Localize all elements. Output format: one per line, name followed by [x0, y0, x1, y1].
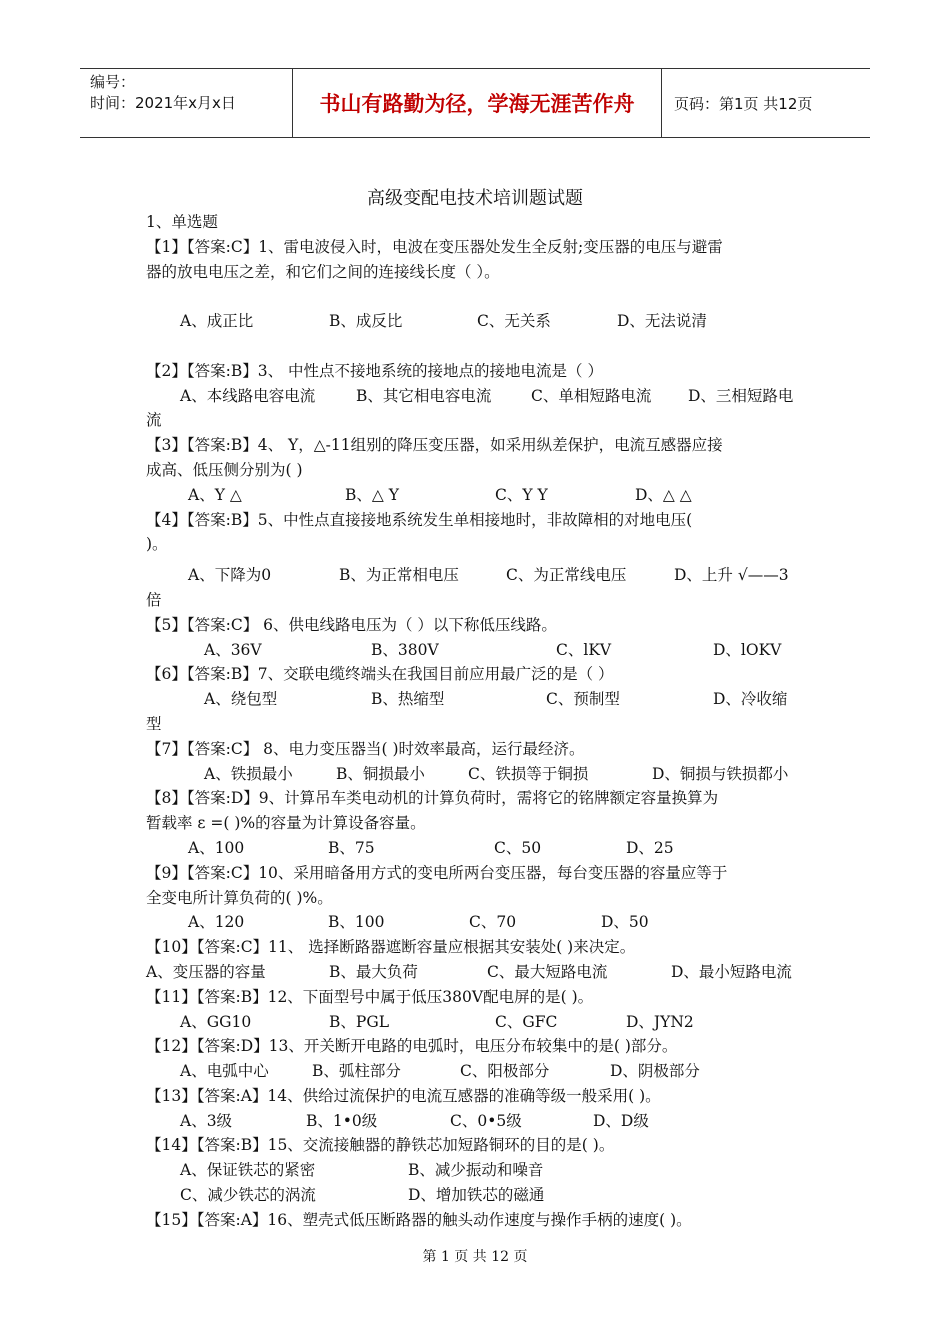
- question-list: [146, 210, 811, 1233]
- question-11-options: [146, 1010, 811, 1035]
- option-a: A、GG10: [180, 1012, 252, 1031]
- question-10-options: [146, 960, 811, 985]
- question-1-text: 【1】【答案:C】1、雷电波侵入时，电波在变压器处发生全反射;变压器的电压与避雷: [146, 237, 723, 256]
- question-14-text: 【14】【答案:B】15、交流接触器的静铁芯加短路铜环的目的是( )。: [146, 1136, 615, 1155]
- document-header: [80, 68, 870, 138]
- option-b: B、PGL: [329, 1012, 389, 1031]
- option-d: D、无法说清: [617, 312, 707, 331]
- option-d: D、阴极部分: [610, 1062, 700, 1081]
- date-label: 时间：2021年x月x日: [90, 94, 236, 112]
- page-title: 高级变配电技术培训题试题: [367, 188, 583, 209]
- option-c: C、单相短路电流: [531, 386, 652, 405]
- option-d: D、最小短路电流: [671, 962, 792, 981]
- question-12-text: 【12】【答案:D】13、开关断开电路的电弧时，电压分布较集中的是( )部分。: [146, 1037, 678, 1056]
- option-b: B、75: [328, 838, 375, 857]
- option-d: D、△ △: [635, 485, 692, 504]
- question-10-text: 【10】【答案:C】11、 选择断路器遮断容量应根据其安装处( )来决定。: [146, 938, 636, 957]
- question-14-options-row2: [146, 1183, 811, 1208]
- header-meta: [80, 69, 293, 137]
- question-8-text-cont: 暂载率 ε =( )%的容量为计算设备容量。: [146, 814, 426, 833]
- option-b: B、最大负荷: [329, 962, 418, 981]
- option-c: C、Y Y: [495, 485, 548, 504]
- option-d: D、铜损与铁损都小: [652, 764, 789, 783]
- question-9-options: [146, 910, 811, 935]
- option-a: A、电弧中心: [180, 1062, 269, 1081]
- option-b: B、减少振动和噪音: [408, 1161, 544, 1180]
- question-7-text: 【7】【答案:C】 8、电力变压器当( )时效率最高，运行最经济。: [146, 739, 585, 758]
- option-a: A、下降为0: [188, 566, 272, 585]
- option-c: C、无关系: [477, 312, 551, 331]
- option-c: C、为正常线电压: [506, 566, 627, 585]
- option-c: C、减少铁芯的涡流: [180, 1186, 316, 1205]
- question-8-options: [146, 836, 811, 861]
- option-c: C、0•5级: [450, 1111, 522, 1130]
- question-15-text: 【15】【答案:A】16、塑壳式低压断路器的触头动作速度与操作手柄的速度( )。: [146, 1210, 692, 1229]
- question-6-text: 【6】【答案:B】7、交联电缆终端头在我国目前应用最广泛的是（ ）: [146, 665, 614, 684]
- option-d: D、lOKV: [713, 640, 782, 659]
- question-12-options: [146, 1059, 811, 1084]
- question-9-text: 【9】【答案:C】10、采用暗备用方式的变电所两台变压器，每台变压器的容量应等于: [146, 863, 728, 882]
- page-footer: 第 1 页 共 12 页: [422, 1249, 528, 1265]
- option-a: A、120: [188, 913, 245, 932]
- question-1-options: [146, 309, 811, 334]
- option-b: B、成反比: [329, 312, 403, 331]
- question-11-text: 【11】【答案:B】12、下面型号中属于低压380V配电屏的是( )。: [146, 987, 594, 1006]
- question-8-text: 【8】【答案:D】9、计算吊车类电动机的计算负荷时，需将它的铭牌额定容量换算为: [146, 789, 719, 808]
- option-b: B、1•0级: [306, 1111, 378, 1130]
- question-14-options-row1: [146, 1158, 811, 1183]
- question-5-text: 【5】【答案:C】 6、供电线路电压为（ ）以下称低压线路。: [146, 615, 557, 634]
- question-1-text-cont: 器的放电电压之差，和它们之间的连接线长度（ ）。: [146, 262, 500, 281]
- option-c: C、铁损等于铜损: [468, 764, 589, 783]
- question-7-options: [146, 762, 811, 787]
- option-a: A、100: [188, 838, 245, 857]
- option-c: C、lKV: [556, 640, 612, 659]
- option-c: C、50: [494, 838, 542, 857]
- option-c: C、预制型: [546, 690, 620, 709]
- option-a: A、保证铁芯的紧密: [180, 1161, 316, 1180]
- option-d: D、冷收缩: [713, 690, 788, 709]
- option-b: B、铜损最小: [336, 764, 425, 783]
- question-5-options: [146, 638, 811, 663]
- option-a: A、Y △: [188, 485, 242, 504]
- question-13-text: 【13】【答案:A】14、供给过流保护的电流互感器的准确等级一般采用( )。: [146, 1086, 661, 1105]
- header-motto: 书山有路勤为径，学海无涯苦作舟: [293, 69, 662, 137]
- option-d: D、D级: [593, 1111, 649, 1130]
- question-3-text: 【3】【答案:B】4、 Y，△-11组别的降压变压器，如采用纵差保护，电流互感器应接: [146, 436, 723, 455]
- option-b: B、弧柱部分: [312, 1062, 401, 1081]
- option-c: C、阳极部分: [460, 1062, 550, 1081]
- option-c: C、GFC: [495, 1012, 558, 1031]
- option-a: A、变压器的容量: [146, 962, 266, 981]
- option-d: D、三相短路电: [688, 386, 794, 405]
- question-2-text: 【2】【答案:B】3、 中性点不接地系统的接地点的接地电流是（ ）: [146, 361, 603, 380]
- number-label: 编号：: [90, 73, 136, 91]
- option-c: C、70: [469, 913, 517, 932]
- question-4-options: [146, 563, 811, 588]
- option-d: D、上升 √——3: [674, 566, 789, 585]
- option-a: A、本线路电容电流: [180, 386, 316, 405]
- question-3-options: [146, 483, 811, 508]
- option-b: B、热缩型: [371, 690, 445, 709]
- option-b: B、380V: [371, 640, 439, 659]
- question-3-text-cont: 成高、低压侧分别为( ): [146, 460, 303, 479]
- option-b: B、100: [328, 913, 385, 932]
- question-4-text-cont: )。: [146, 535, 168, 554]
- option-d: D、增加铁芯的磁通: [408, 1186, 545, 1205]
- question-4-text: 【4】【答案:B】5、中性点直接接地系统发生单相接地时，非故障相的对地电压(: [146, 510, 693, 529]
- option-a: A、36V: [204, 640, 262, 659]
- question-13-options: [146, 1109, 811, 1134]
- question-6-options-cont: 型: [146, 714, 162, 733]
- option-a: A、3级: [180, 1111, 233, 1130]
- option-c: C、最大短路电流: [487, 962, 608, 981]
- option-a: A、绕包型: [204, 690, 278, 709]
- header-page-info: 页码：第1页 共12页: [674, 94, 813, 113]
- question-4-options-cont: 倍: [146, 590, 162, 609]
- question-2-options-cont: 流: [146, 411, 162, 430]
- option-d: D、50: [601, 913, 649, 932]
- option-a: A、成正比: [180, 312, 254, 331]
- section-heading: 1、单选题: [146, 213, 218, 231]
- question-9-text-cont: 全变电所计算负荷的( )%。: [146, 888, 333, 907]
- option-b: B、其它相电容电流: [356, 386, 492, 405]
- option-a: A、铁损最小: [204, 764, 293, 783]
- question-6-options: [146, 687, 811, 712]
- option-d: D、25: [626, 838, 674, 857]
- option-d: D、JYN2: [626, 1012, 694, 1031]
- question-2-options: [146, 384, 811, 409]
- option-b: B、为正常相电压: [339, 566, 459, 585]
- option-b: B、△ Y: [345, 485, 399, 504]
